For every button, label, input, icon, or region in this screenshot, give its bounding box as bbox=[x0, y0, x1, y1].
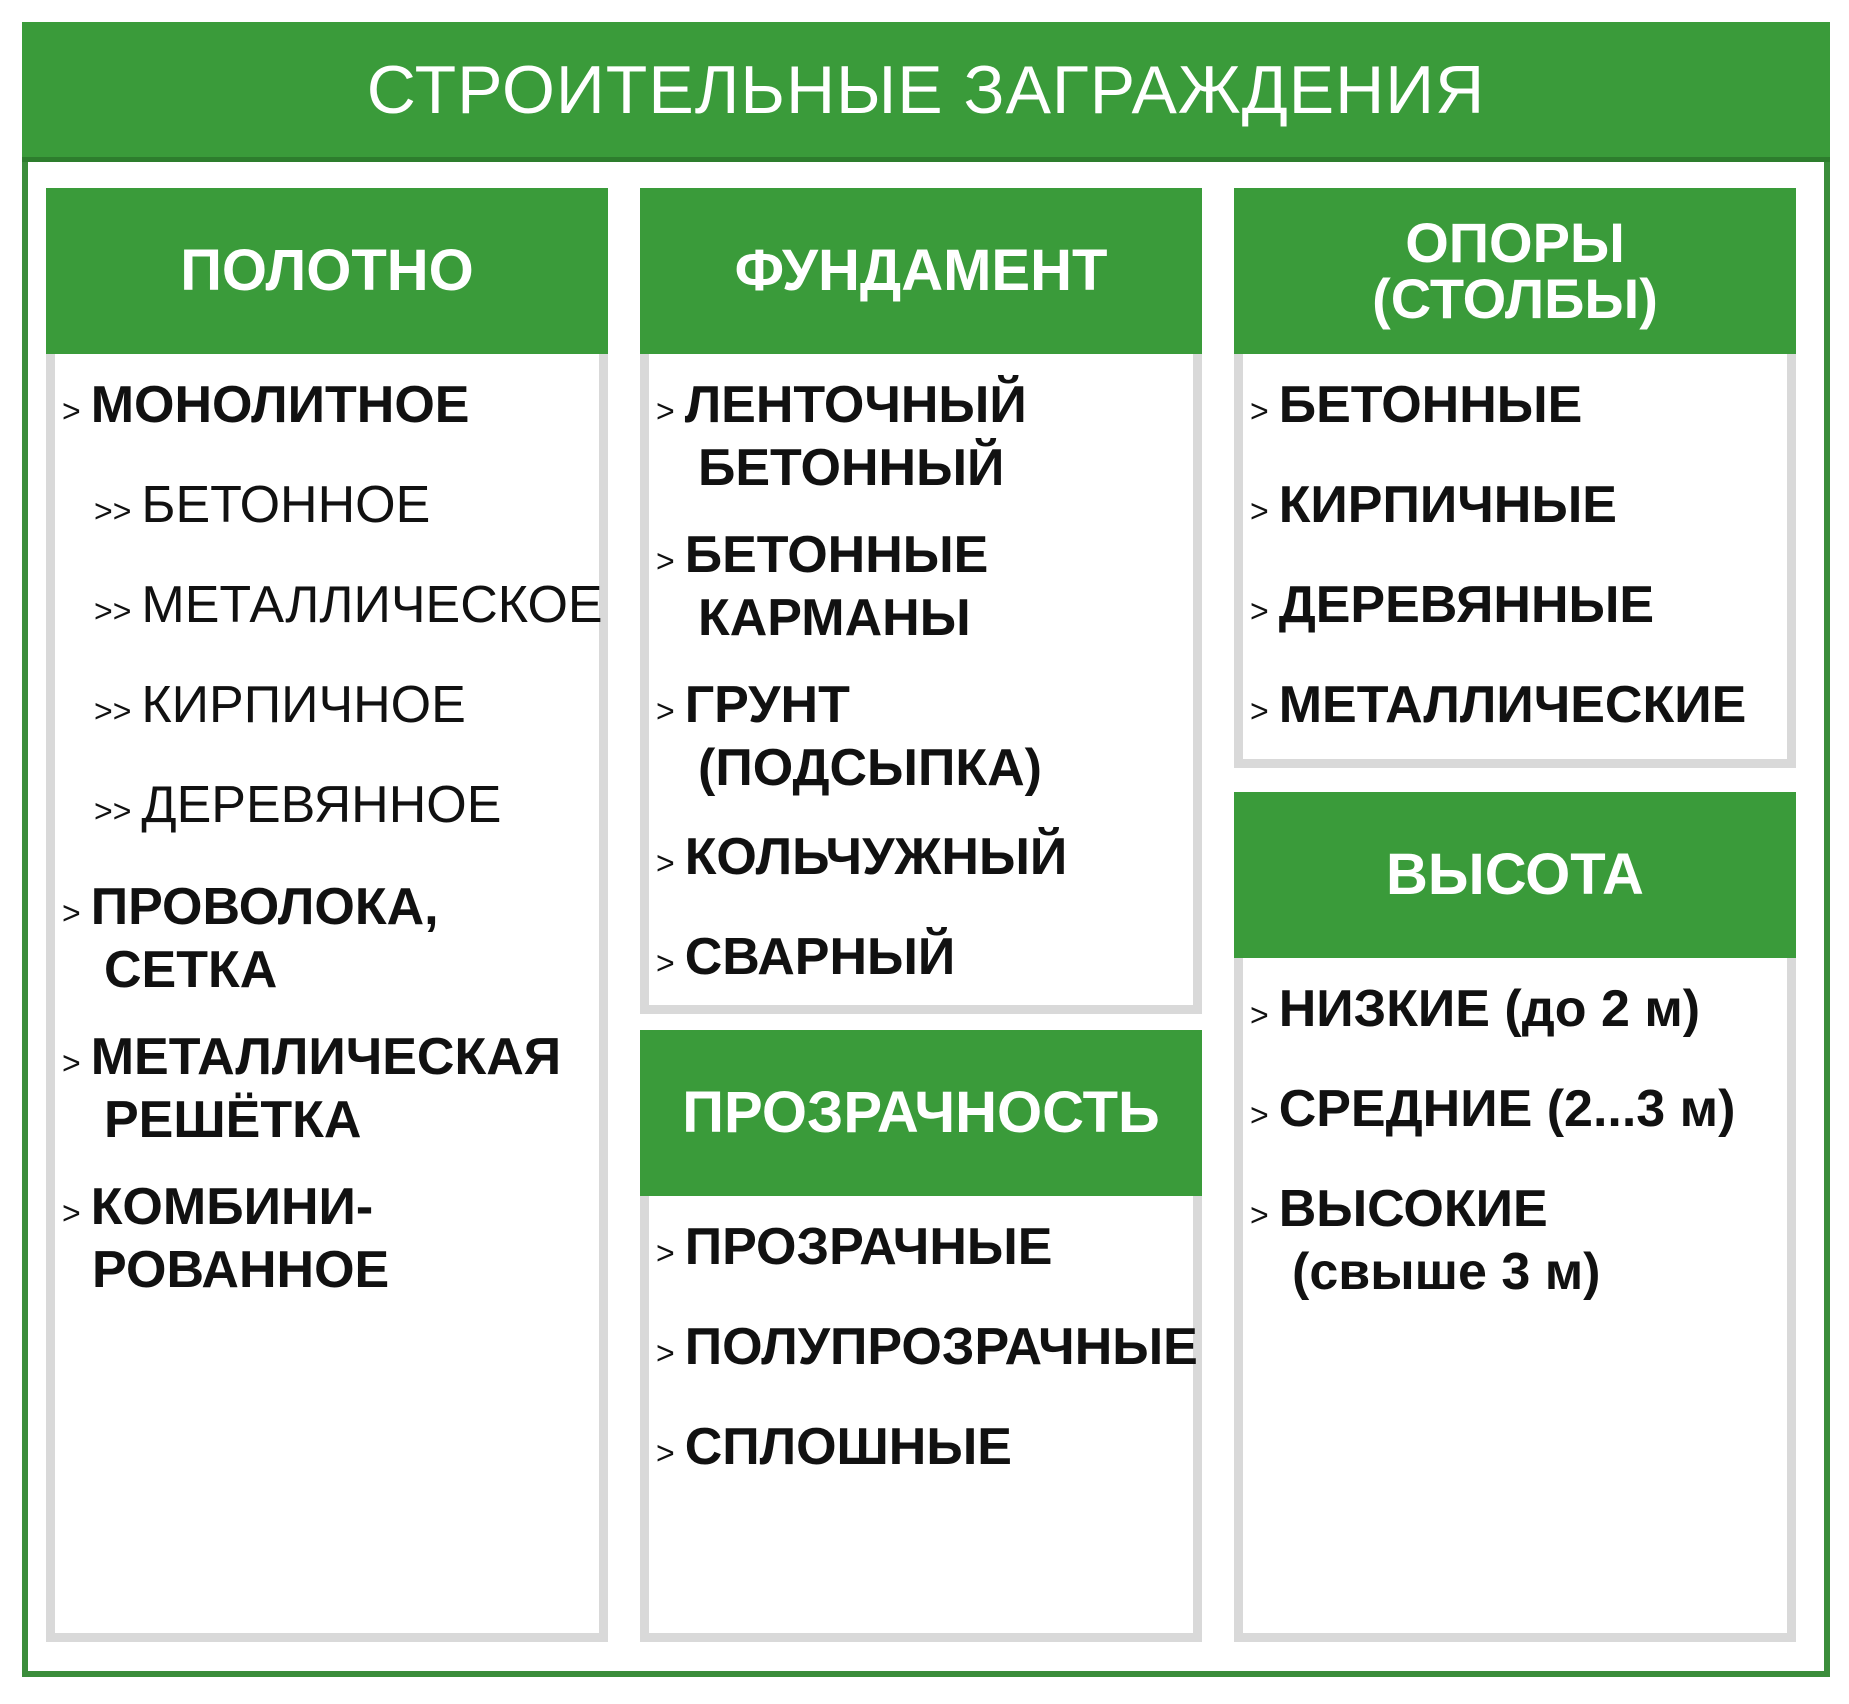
header-opory bbox=[1234, 188, 1796, 354]
polotno-sub-metallicheskoe: >> МЕТАЛЛИЧЕСКОЕ bbox=[94, 576, 603, 634]
header-polotno bbox=[46, 188, 608, 354]
header-opory-line2: (СТОЛБЫ) bbox=[1372, 267, 1658, 330]
fundament-item-lentochny: > ЛЕНТОЧНЫЙ БЕТОННЫЙ bbox=[656, 376, 1027, 497]
opory-item-metallicheskie: > МЕТАЛЛИЧЕСКИЕ bbox=[1250, 676, 1747, 734]
header-fundament-label: ФУНДАМЕНТ bbox=[734, 238, 1108, 303]
header-opory-line1: ОПОРЫ bbox=[1405, 211, 1625, 274]
header-prozrachnost bbox=[640, 1030, 1202, 1196]
fundament-item-kolchuzhny: > КОЛЬЧУЖНЫЙ bbox=[656, 828, 1068, 886]
header-vysota bbox=[1234, 792, 1796, 958]
main-title: СТРОИТЕЛЬНЫЕ ЗАГРАЖДЕНИЯ bbox=[366, 51, 1486, 128]
vysota-item-vysokie: > ВЫСОКИЕ (свыше 3 м) bbox=[1250, 1180, 1601, 1301]
main-title-banner bbox=[22, 22, 1830, 162]
polotno-sub-kirpichnoe: >> КИРПИЧНОЕ bbox=[94, 676, 466, 734]
prozrachnost-item-sploshnye: > СПЛОШНЫЕ bbox=[656, 1418, 1012, 1476]
header-prozrachnost-label: ПРОЗРАЧНОСТЬ bbox=[682, 1080, 1160, 1145]
header-vysota-label: ВЫСОТА bbox=[1386, 842, 1644, 907]
prozrachnost-item-prozrachnye: > ПРОЗРАЧНЫЕ bbox=[656, 1218, 1053, 1276]
fundament-item-svarny: > СВАРНЫЙ bbox=[656, 928, 956, 986]
prozrachnost-item-poluprozrachnye: > ПОЛУПРОЗРАЧНЫЕ bbox=[656, 1318, 1198, 1376]
vysota-item-srednie: > СРЕДНИЕ (2...3 м) bbox=[1250, 1080, 1736, 1138]
polotno-sub-betonnoe: >> БЕТОННОЕ bbox=[94, 476, 431, 534]
vysota-item-nizkie: > НИЗКИЕ (до 2 м) bbox=[1250, 980, 1701, 1038]
header-fundament bbox=[640, 188, 1202, 354]
polotno-item-kombinirovannoe: > КОМБИНИ- РОВАННОЕ bbox=[62, 1178, 390, 1299]
polotno-item-monolitnoe: > МОНОЛИТНОЕ bbox=[62, 376, 470, 434]
opory-item-derevyannye: > ДЕРЕВЯННЫЕ bbox=[1250, 576, 1655, 634]
opory-item-betonnye: > БЕТОННЫЕ bbox=[1250, 376, 1583, 434]
fundament-item-grunt: > ГРУНТ (ПОДСЫПКА) bbox=[656, 676, 1042, 797]
polotno-item-reshetka: > МЕТАЛЛИЧЕСКАЯ РЕШЁТКА bbox=[62, 1028, 562, 1149]
fundament-item-karmany: > БЕТОННЫЕ КАРМАНЫ bbox=[656, 526, 989, 647]
opory-item-kirpichnye: > КИРПИЧНЫЕ bbox=[1250, 476, 1617, 534]
header-polotno-label: ПОЛОТНО bbox=[180, 238, 474, 303]
polotno-item-provoloka: > ПРОВОЛОКА, СЕТКА bbox=[62, 878, 439, 999]
polotno-sub-derevyannoe: >> ДЕРЕВЯННОЕ bbox=[94, 776, 502, 834]
